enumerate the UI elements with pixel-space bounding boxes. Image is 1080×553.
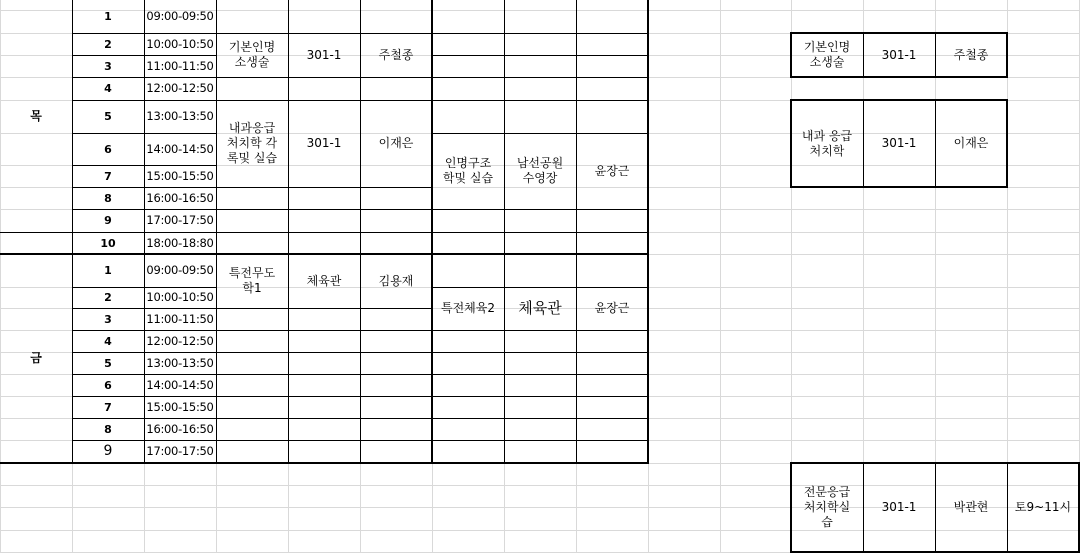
period-time[interactable]: 11:00-11:50 [146, 58, 214, 73]
period-number[interactable]: 2 [104, 37, 112, 51]
thu-course1-teacher[interactable]: 주철종 [378, 47, 414, 62]
side-box3-room[interactable]: 301-1 [881, 500, 917, 514]
period-time[interactable]: 15:00-15:50 [146, 399, 214, 414]
period-time[interactable]: 10:00-10:50 [146, 36, 214, 51]
course-border [216, 308, 432, 309]
course-border [432, 418, 648, 419]
period-time[interactable]: 09:00-09:50 [146, 263, 214, 277]
period-time[interactable]: 16:00-16:50 [146, 421, 214, 436]
side-box3-title[interactable]: 전문응급 처치학실 습 [803, 485, 851, 529]
course-border [432, 209, 648, 210]
course-border [216, 77, 432, 78]
course-border [432, 330, 648, 331]
side-box2-room[interactable]: 301-1 [881, 136, 917, 150]
row-border [0, 232, 72, 233]
fri-course1-teacher[interactable]: 김용재 [378, 273, 414, 288]
course-border [432, 55, 648, 56]
side-box2-title[interactable]: 내과 응급 처치학 [801, 128, 853, 158]
side-box1-room[interactable]: 301-1 [881, 47, 917, 62]
course-border [432, 232, 648, 233]
period-number[interactable]: 2 [104, 291, 112, 304]
thu-course1-room[interactable]: 301-1 [306, 47, 342, 62]
side-box1-title[interactable]: 기본인명 소생술 [803, 40, 851, 69]
side-box3-time[interactable]: 토9~11시 [1014, 500, 1072, 514]
period-time[interactable]: 12:00-12:50 [146, 81, 214, 95]
thu-course2-teacher[interactable]: 이재은 [378, 136, 414, 150]
side-box2-teacher[interactable]: 이재은 [953, 136, 989, 150]
gridline-vertical [720, 0, 721, 553]
fri-course1-title[interactable]: 특전무도 학1 [228, 266, 276, 295]
course-border [216, 330, 432, 331]
period-time[interactable]: 18:00-18:80 [146, 235, 214, 250]
thu-course3-room[interactable]: 남선공원 수영장 [516, 156, 564, 185]
period-number[interactable]: 1 [104, 264, 112, 277]
period-time[interactable]: 11:00-11:50 [146, 311, 214, 326]
period-number[interactable]: 9 [104, 214, 112, 227]
period-number[interactable]: 3 [104, 312, 112, 326]
period-number[interactable]: 1 [104, 10, 112, 23]
fri-course1-room[interactable]: 체육관 [306, 273, 342, 288]
period-time[interactable]: 17:00-17:50 [146, 213, 214, 227]
period-number[interactable]: 6 [104, 378, 112, 392]
fri-course2-room[interactable]: 체육관 [518, 299, 562, 317]
day-label-thursday[interactable]: 목 [30, 108, 42, 123]
course-border [432, 440, 648, 441]
period-number[interactable]: 7 [104, 169, 112, 183]
day-label-friday[interactable]: 금 [30, 351, 42, 365]
course-border [216, 418, 432, 419]
course-border [216, 232, 432, 233]
period-time[interactable]: 15:00-15:50 [146, 168, 214, 183]
period-number[interactable]: 8 [104, 422, 112, 436]
course-border [216, 396, 432, 397]
period-time[interactable]: 14:00-14:50 [146, 377, 214, 392]
period-time[interactable]: 10:00-10:50 [146, 290, 214, 304]
period-number[interactable]: 8 [104, 191, 112, 205]
side-box1-teacher[interactable]: 주철종 [953, 47, 989, 62]
period-number[interactable]: 7 [104, 400, 112, 414]
fri-course2-teacher[interactable]: 윤장근 [594, 301, 630, 315]
course-border [432, 33, 648, 34]
period-number[interactable]: 6 [104, 142, 112, 156]
thu-course3-teacher[interactable]: 윤장근 [594, 163, 630, 178]
period-time[interactable]: 14:00-14:50 [146, 141, 214, 156]
thu-course3-title[interactable]: 인명구조 학및 실습 [442, 156, 494, 185]
course-border [432, 100, 648, 101]
course-border [216, 352, 432, 353]
course-border [432, 77, 648, 78]
course-border [216, 187, 432, 188]
period-number[interactable]: 5 [104, 356, 112, 370]
course-border [216, 374, 432, 375]
period-time[interactable]: 17:00-17:50 [146, 444, 214, 458]
period-time[interactable]: 13:00-13:50 [146, 355, 214, 370]
side-box3-teacher[interactable]: 박관현 [953, 500, 989, 514]
period-number[interactable]: 3 [104, 59, 112, 73]
period-time[interactable]: 09:00-09:50 [146, 9, 214, 23]
fri-course2-title[interactable]: 특전체육2 [440, 301, 495, 315]
period-number[interactable]: 9 [103, 443, 113, 459]
period-number[interactable]: 4 [104, 82, 112, 95]
course-border [216, 209, 432, 210]
period-time[interactable]: 16:00-16:50 [146, 190, 214, 205]
period-number[interactable]: 5 [104, 110, 112, 123]
thu-course1-title[interactable]: 기본인명 소생술 [228, 40, 276, 69]
thu-course2-room[interactable]: 301-1 [306, 136, 342, 150]
course-border [432, 374, 648, 375]
course-border [432, 396, 648, 397]
period-time[interactable]: 12:00-12:50 [146, 333, 214, 348]
period-number[interactable]: 4 [104, 334, 112, 348]
thu-course2-title[interactable]: 내과응급 처치학 각 록및 실습 [226, 121, 278, 165]
period-number[interactable]: 10 [100, 236, 116, 250]
course-border [216, 440, 432, 441]
period-time[interactable]: 13:00-13:50 [146, 109, 214, 123]
course-border [432, 352, 648, 353]
